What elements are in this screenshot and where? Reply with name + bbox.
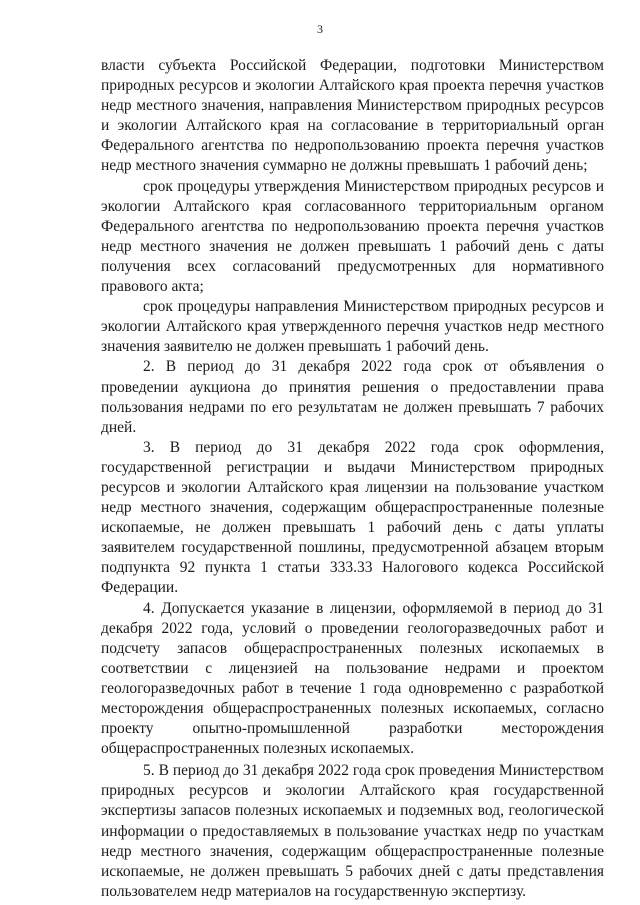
paragraph-clause-5: 5. В период до 31 декабря 2022 года срок проведения Министерством природных ресурсов и экологии Алтайского края государственной экспертизы запасов полезных ископаемых и подземных вод, геологической информации о предоставляемых в пользование участках недр по участкам недр местного значения, содержащим общераспространенные полезные ископаемые, не должен превышать 5 рабочих дней с даты представления пользователем недр материалов на государственную экспертизу. — [101, 762, 604, 900]
paragraph-continuation: власти субъекта Российской Федерации, подготовки Министерством природных ресурсов и экологии Алтайского края проекта перечня участков недр местного значения, направления Министерством природных ресурсов и экологии Алтайского края на согласование в территориальный орган Федерального агентства по недропользованию проекта перечня участков недр местного значения суммарно не должны превышать 1 рабочий день; — [101, 57, 604, 175]
paragraph-clause-4: 4. Допускается указание в лицензии, оформляемой в период до 31 декабря 2022 года, условий о проведении геологоразведочных работ и подсчету запасов общераспространенных полезных ископаемых в соответствии с лицензией на пользование недрами и проектом геологоразведочных работ в течение 1 года одновременно с разработкой месторождения общераспространенных полезных ископаемых, согласно проекту опытно-промышленной разработки месторождения общераспространенных полезных ископаемых. — [101, 599, 604, 758]
page-number: 3 — [317, 22, 323, 36]
document-body — [101, 56, 604, 902]
paragraph-clause-2: 2. В период до 31 декабря 2022 года срок от объявления о проведении аукциона до принятия решения о предоставлении права пользования недрами по его результатам не должен превышать 7 рабочих дней. — [101, 358, 604, 436]
paragraph-approval-term: срок процедуры утверждения Министерством природных ресурсов и экологии Алтайского края согласованного территориальным органом Федерального агентства по недропользованию проекта перечня участков недр местного значения не должен превышать 1 рабочий день с даты получения всех согласований предусмотренных для нормативного правового акта; — [101, 177, 604, 296]
paragraph-sending-term: срок процедуры направления Министерством природных ресурсов и экологии Алтайского края утвержденного перечня участков недр местного значения заявителю не должен превышать 1 рабочий день. — [101, 298, 604, 356]
paragraph-clause-3: 3. В период до 31 декабря 2022 года срок оформления, государственной регистрации и выдачи Министерством природных ресурсов и экологии Алтайского края лицензии на пользование участком недр местного значения, содержащим общераспространенные полезные ископаемые, не должен превышать 1 рабочий день с даты уплаты заявителем государственной пошлины, предусмотренной абзацем вторым подпункта 92 пункта 1 статьи 333.33 Налогового кодекса Российской Федерации. — [101, 438, 604, 597]
